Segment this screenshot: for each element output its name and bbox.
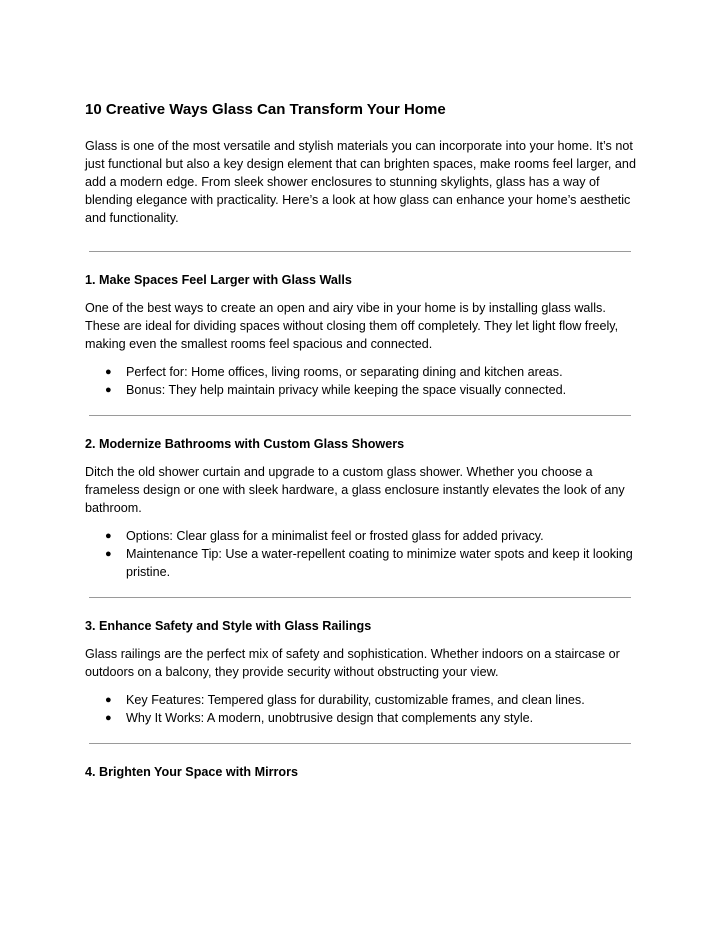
section-heading: 1. Make Spaces Feel Larger with Glass Walls: [85, 273, 352, 287]
section-divider: [89, 415, 631, 416]
list-item: [85, 527, 637, 545]
list-item-text: Perfect for: Home offices, living rooms, or separating dining and kitchen areas.: [126, 365, 563, 379]
list-item-text: Why It Works: A modern, unobtrusive design that complements any style.: [126, 711, 534, 725]
list-item: [85, 381, 637, 399]
list-item-text: Bonus: They help maintain privacy while keeping the space visually connected.: [126, 383, 567, 397]
bullet-list: [85, 363, 637, 399]
intro-paragraph: Glass is one of the most versatile and stylish materials you can incorporate into your home. It’s not just functional but also a key design element that can brighten spaces, make rooms feel larger, and add a modern edge. From sleek shower enclosures to stunning skylights, glass has a way of blending elegance with practicality. Here’s a look at how glass can enhance your home’s aesthetic and functionality.: [85, 139, 636, 225]
section-divider: [89, 251, 631, 252]
bullet-icon: ●: [105, 548, 112, 560]
list-item: [85, 545, 637, 581]
list-item: [85, 363, 637, 381]
bullet-icon: ●: [105, 530, 112, 542]
section-4: [85, 763, 637, 781]
list-item-text: Options: Clear glass for a minimalist feel or frosted glass for added privacy.: [126, 529, 544, 543]
section-1: [85, 271, 637, 399]
section-heading: 4. Brighten Your Space with Mirrors: [85, 765, 298, 779]
bullet-list: [85, 691, 637, 727]
section-divider: [89, 743, 631, 744]
bullet-icon: ●: [105, 694, 112, 706]
bullet-icon: ●: [105, 712, 112, 724]
document-page: [85, 100, 637, 791]
list-item-text: Maintenance Tip: Use a water-repellent coating to minimize water spots and keep it looking pristine.: [126, 547, 633, 579]
bullet-icon: ●: [105, 384, 112, 396]
document-title: 10 Creative Ways Glass Can Transform Your Home: [85, 101, 446, 118]
bullet-icon: ●: [105, 366, 112, 378]
list-item: [85, 691, 637, 709]
section-heading: 3. Enhance Safety and Style with Glass Railings: [85, 619, 372, 633]
section-body: Ditch the old shower curtain and upgrade to a custom glass shower. Whether you choose a frameless design or one with sleek hardware, a glass enclosure instantly elevates the look of any bathroom.: [85, 465, 625, 515]
list-item-text: Key Features: Tempered glass for durability, customizable frames, and clean lines.: [126, 693, 585, 707]
section-heading: 2. Modernize Bathrooms with Custom Glass Showers: [85, 437, 405, 451]
section-2: [85, 435, 637, 581]
section-3: [85, 617, 637, 727]
list-item: [85, 709, 637, 727]
section-divider: [89, 597, 631, 598]
bullet-list: [85, 527, 637, 581]
section-body: Glass railings are the perfect mix of safety and sophistication. Whether indoors on a staircase or outdoors on a balcony, they provide security without obstructing your view.: [85, 647, 620, 679]
section-body: One of the best ways to create an open and airy vibe in your home is by installing glass walls. These are ideal for dividing spaces without closing them off completely. They let light flow freely, making even the smallest rooms feel spacious and connected.: [85, 301, 619, 351]
